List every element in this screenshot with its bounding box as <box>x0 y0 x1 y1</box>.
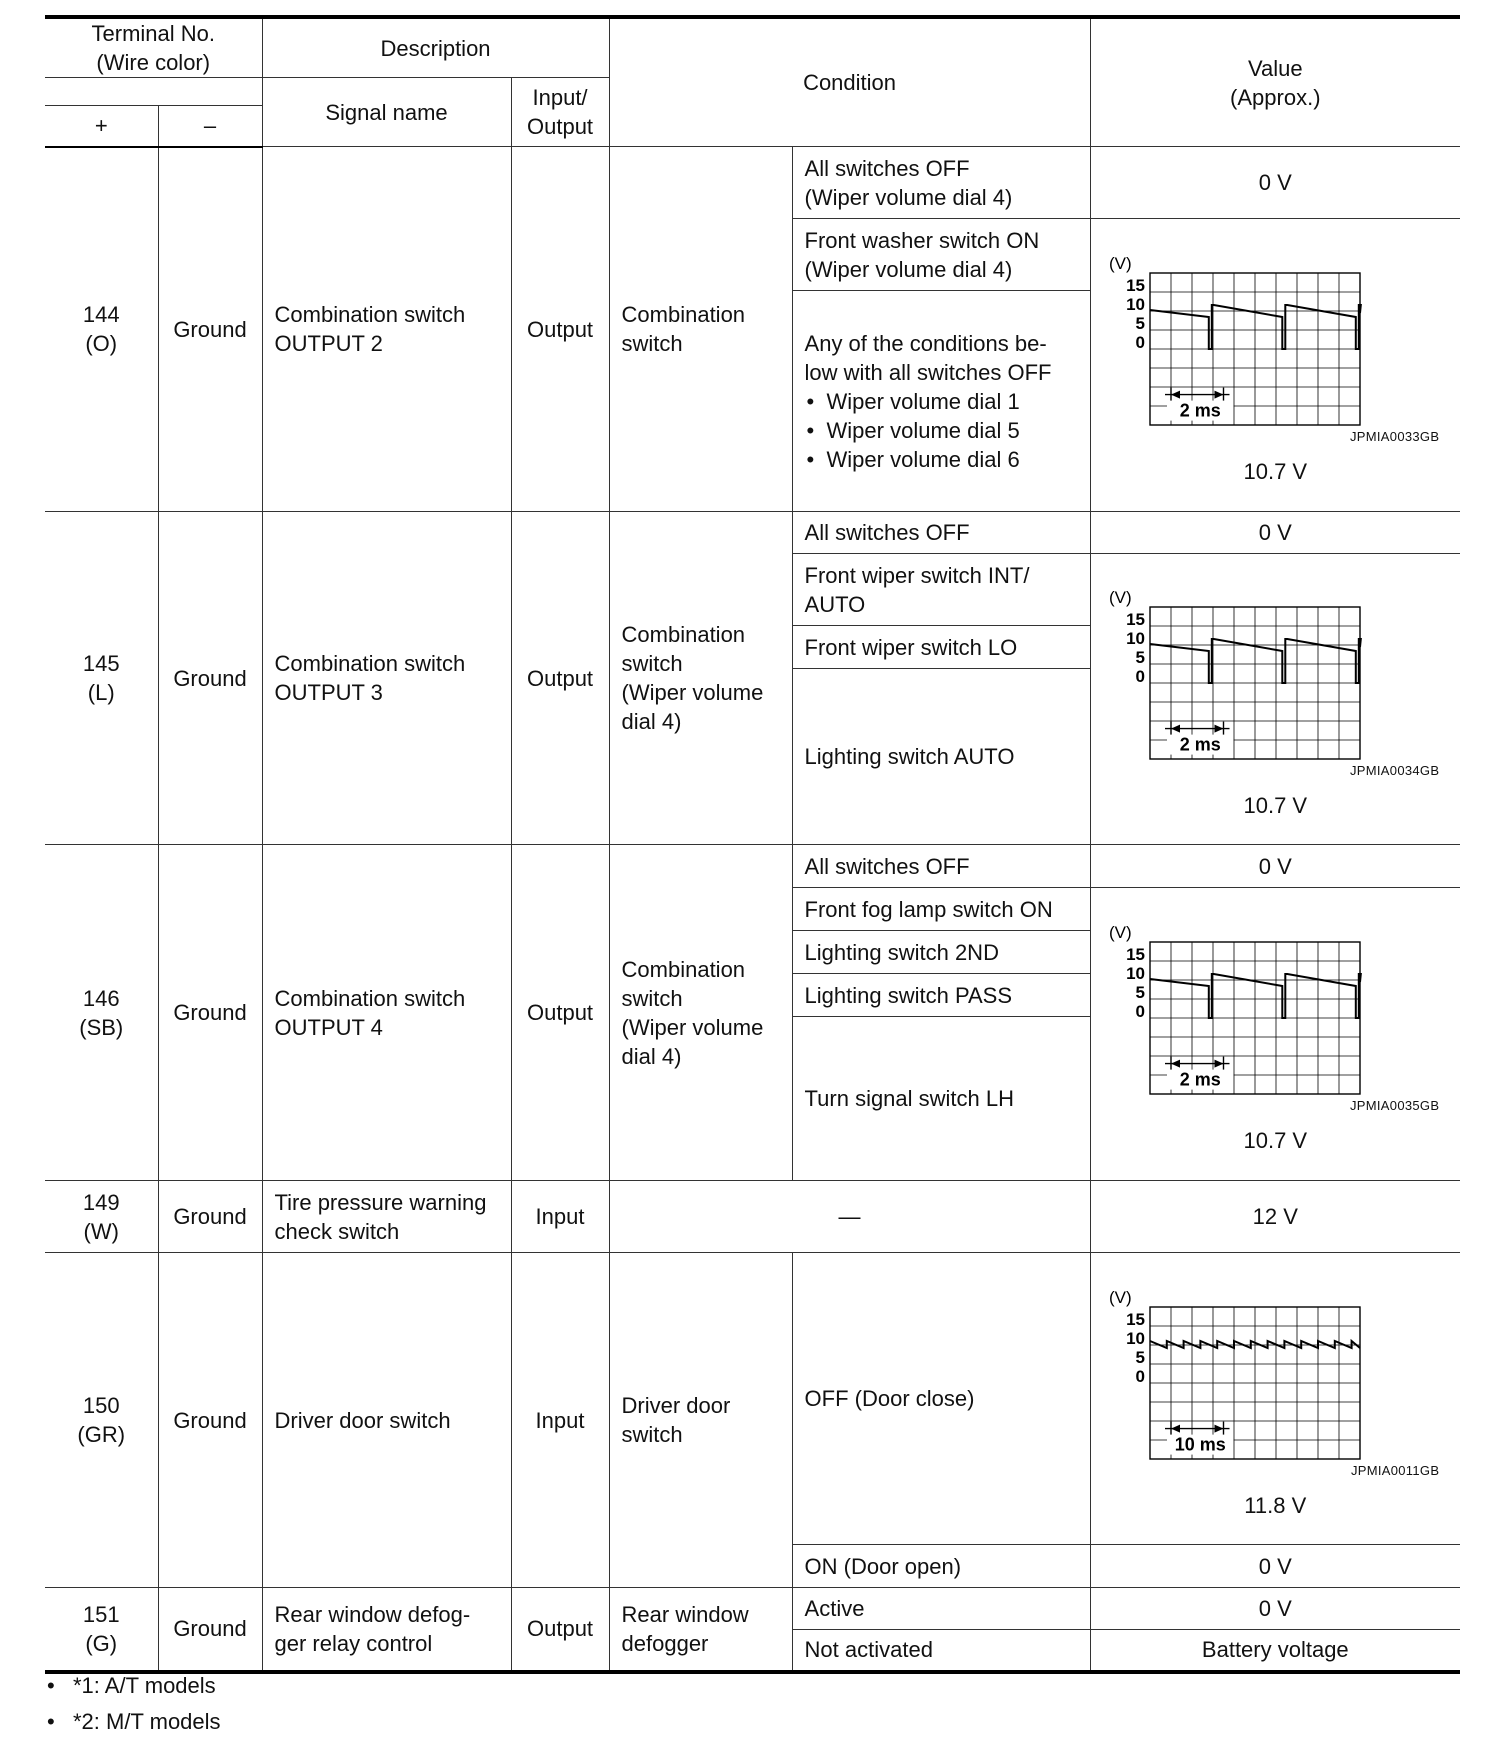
waveform-value: 10.7 V <box>1243 459 1308 484</box>
condition-item: Front wiper switch LO <box>792 626 1090 669</box>
terminal-ground: Ground <box>158 1588 262 1672</box>
y-axis-unit: (V) <box>1109 254 1132 273</box>
signal-name: Combination switch OUTPUT 2 <box>262 147 511 512</box>
terminal-ground: Ground <box>158 1253 262 1588</box>
io-type: Output <box>511 512 609 845</box>
header-description: Description <box>262 17 609 78</box>
terminal-number: 146 (SB) <box>45 845 158 1181</box>
waveform-value-cell <box>1090 219 1460 512</box>
table-row <box>45 147 1460 219</box>
scale-arrow <box>1215 1424 1224 1432</box>
condition-item: Front fog lamp switch ON <box>792 888 1090 931</box>
y-tick-label: 0 <box>1135 1366 1146 1386</box>
io-type: Output <box>511 147 609 512</box>
io-type: Input <box>511 1181 609 1253</box>
waveform-value: 10.7 V <box>1243 1128 1308 1153</box>
figure-id: JPMIA0034GB <box>1350 763 1440 778</box>
scale-arrow <box>1171 1060 1180 1068</box>
value-cell: 0 V <box>1090 1545 1460 1588</box>
waveform-value-cell <box>1090 888 1460 1181</box>
table-row <box>45 1588 1460 1630</box>
signal-name: Tire pressure warning check switch <box>262 1181 511 1253</box>
footnote: • *2: M/T models <box>45 1704 221 1740</box>
y-tick-label: 10 <box>1126 629 1146 648</box>
terminal-number: 144 (O) <box>45 147 158 512</box>
waveform-figure <box>1105 243 1445 453</box>
value-cell: Battery voltage <box>1090 1630 1460 1672</box>
condition-list <box>805 387 1078 474</box>
time-scale-label: 2 ms <box>1180 400 1222 421</box>
condition-item: Lighting switch AUTO <box>792 669 1090 845</box>
header-signal-name: Signal name <box>262 78 511 147</box>
header-input-output: Input/ Output <box>511 78 609 147</box>
signal-trace <box>1150 974 1361 1018</box>
y-tick-label: 0 <box>1135 333 1146 352</box>
value-cell: 0 V <box>1090 1588 1460 1630</box>
condition-item: — <box>609 1181 1090 1253</box>
waveform-value-cell <box>1090 1253 1460 1545</box>
footnote: • *1: A/T models <box>45 1668 221 1704</box>
y-tick-label: 15 <box>1126 276 1146 295</box>
y-tick-label: 10 <box>1126 1328 1146 1348</box>
header-value: Value (Approx.) <box>1090 17 1460 147</box>
y-tick-label: 15 <box>1126 610 1146 629</box>
y-axis-unit: (V) <box>1109 1287 1132 1307</box>
waveform-figure <box>1105 1277 1445 1487</box>
signal-name: Combination switch OUTPUT 4 <box>262 845 511 1181</box>
y-axis-unit: (V) <box>1109 923 1132 942</box>
condition-item: Any of the conditions be- low with all switches OFF • Wiper volume dial 1 • Wiper volume dial 5 • Wiper volume dial 6 <box>792 291 1090 512</box>
io-type: Input <box>511 1253 609 1588</box>
time-scale-label: 2 ms <box>1180 1069 1222 1090</box>
table-row <box>45 1253 1460 1545</box>
waveform-figure <box>1105 577 1445 787</box>
condition-item: Lighting switch PASS <box>792 974 1090 1017</box>
value-cell: 0 V <box>1090 845 1460 888</box>
list-item: • Wiper volume dial 5 <box>827 416 1078 445</box>
figure-id: JPMIA0033GB <box>1350 429 1440 444</box>
condition-item: Active <box>792 1588 1090 1630</box>
terminal-ground: Ground <box>158 1181 262 1253</box>
condition-item: Lighting switch 2ND <box>792 931 1090 974</box>
terminal-number: 150 (GR) <box>45 1253 158 1588</box>
header-minus: – <box>158 106 262 147</box>
header-terminal-no: Terminal No. (Wire color) <box>45 17 262 78</box>
table-row <box>45 512 1460 554</box>
y-tick-label: 5 <box>1135 1347 1146 1367</box>
terminal-number: 151 (G) <box>45 1588 158 1672</box>
waveform-value: 10.7 V <box>1243 793 1308 818</box>
y-axis-unit: (V) <box>1109 588 1132 607</box>
y-tick-label: 10 <box>1126 295 1146 314</box>
value-cell: 0 V <box>1090 147 1460 219</box>
condition-group: Combination switch (Wiper volume dial 4) <box>609 512 792 845</box>
terminal-ground: Ground <box>158 845 262 1181</box>
condition-item: Front wiper switch INT/ AUTO <box>792 554 1090 626</box>
waveform-value-cell <box>1090 554 1460 845</box>
condition-item: OFF (Door close) <box>792 1253 1090 1545</box>
signal-name: Rear window defog- ger relay control <box>262 1588 511 1672</box>
condition-group: Rear window defogger <box>609 1588 792 1672</box>
scale-arrow <box>1171 391 1180 399</box>
scale-arrow <box>1215 725 1224 733</box>
condition-item: All switches OFF (Wiper volume dial 4) <box>792 147 1090 219</box>
signal-name: Combination switch OUTPUT 3 <box>262 512 511 845</box>
y-tick-label: 5 <box>1135 314 1146 333</box>
footnotes <box>45 1668 221 1740</box>
io-type: Output <box>511 845 609 1181</box>
condition-item: Turn signal switch LH <box>792 1017 1090 1181</box>
terminal-spec-table <box>45 15 1460 1674</box>
signal-trace <box>1150 305 1361 349</box>
y-tick-label: 15 <box>1126 1309 1146 1329</box>
header-plus: + <box>45 106 158 147</box>
condition-item: Front washer switch ON (Wiper volume dial 4) <box>792 219 1090 291</box>
terminal-ground: Ground <box>158 147 262 512</box>
time-scale-label: 2 ms <box>1180 734 1222 755</box>
list-item: • Wiper volume dial 1 <box>827 387 1078 416</box>
condition-group: Driver door switch <box>609 1253 792 1588</box>
condition-item: ON (Door open) <box>792 1545 1090 1588</box>
scale-arrow <box>1215 1060 1224 1068</box>
table-row <box>45 1181 1460 1253</box>
terminal-number: 149 (W) <box>45 1181 158 1253</box>
terminal-number: 145 (L) <box>45 512 158 845</box>
y-tick-label: 0 <box>1135 1002 1146 1021</box>
scale-arrow <box>1215 391 1224 399</box>
scale-arrow <box>1171 1424 1180 1432</box>
list-item: • Wiper volume dial 6 <box>827 445 1078 474</box>
condition-group: Combination switch (Wiper volume dial 4) <box>609 845 792 1181</box>
condition-group: Combination switch <box>609 147 792 512</box>
table-row <box>45 845 1460 888</box>
condition-item: All switches OFF <box>792 845 1090 888</box>
header-condition: Condition <box>609 17 1090 147</box>
io-type: Output <box>511 1588 609 1672</box>
value-cell: 12 V <box>1090 1181 1460 1253</box>
signal-trace <box>1150 639 1361 683</box>
condition-item: Not activated <box>792 1630 1090 1672</box>
y-tick-label: 0 <box>1135 667 1146 686</box>
time-scale-label: 10 ms <box>1175 1434 1227 1455</box>
terminal-ground: Ground <box>158 512 262 845</box>
figure-id: JPMIA0035GB <box>1350 1098 1440 1113</box>
scale-arrow <box>1171 725 1180 733</box>
y-tick-label: 5 <box>1135 648 1146 667</box>
y-tick-label: 5 <box>1135 983 1146 1002</box>
y-tick-label: 10 <box>1126 964 1146 983</box>
figure-id: JPMIA0011GB <box>1350 1462 1440 1478</box>
value-cell: 0 V <box>1090 512 1460 554</box>
waveform-value: 11.8 V <box>1244 1492 1307 1518</box>
waveform-figure <box>1105 912 1445 1122</box>
signal-name: Driver door switch <box>262 1253 511 1588</box>
condition-item: All switches OFF <box>792 512 1090 554</box>
y-tick-label: 15 <box>1126 945 1146 964</box>
